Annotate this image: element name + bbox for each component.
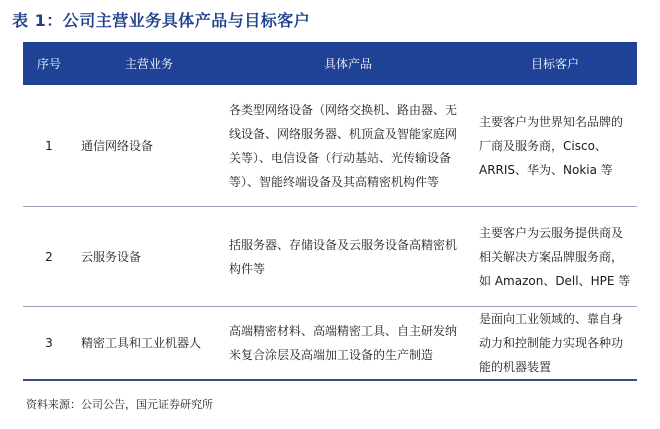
row-business: 云服务设备 [81, 249, 142, 264]
row-products: 括服务器、存储设备及云服务设备高精密机构件等 [229, 237, 458, 276]
source-note: 资料来源：公司公告，国元证券研究所 [26, 398, 213, 411]
row-no: 2 [45, 249, 53, 264]
row-no: 3 [45, 336, 53, 350]
row-business: 精密工具和工业机器人 [81, 336, 202, 350]
row-customers: 主要客户为云服务提供商及相关解决方案品牌服务商，如 Amazon、Dell、HPE 等 [479, 225, 631, 288]
row-customers: 主要客户为世界知名品牌的厂商及服务商，Cisco、ARRIS、华为、Nokia 等 [479, 114, 624, 177]
header-no: 序号 [23, 42, 75, 85]
table-title: 表 1：公司主营业务具体产品与目标客户 [12, 11, 311, 30]
row-customers: 是面向工业领域的、靠自身动力和控制能力实现各种功能的机器装置 [479, 312, 624, 374]
header-business: 主营业务 [75, 42, 223, 85]
header-customers: 目标客户 [473, 42, 637, 85]
row-products: 高端精密材料、高端精密工具、自主研发纳米复合涂层及高端加工设备的生产制造 [229, 324, 458, 362]
row-business: 通信网络设备 [81, 138, 154, 153]
table-row [23, 85, 637, 207]
row-products: 各类型网络设备（网络交换机、路由器、无线设备、网络服务器、机顶盒及智能家庭网关等）、电信设备（行动基站、光传输设备等）、智能终端设备及其高精密机构件等 [229, 102, 458, 189]
table-header-row [23, 42, 637, 85]
business-table [23, 42, 637, 381]
table-row [23, 307, 637, 381]
header-products: 具体产品 [223, 42, 473, 85]
table-row [23, 207, 637, 307]
row-no: 1 [45, 138, 53, 153]
